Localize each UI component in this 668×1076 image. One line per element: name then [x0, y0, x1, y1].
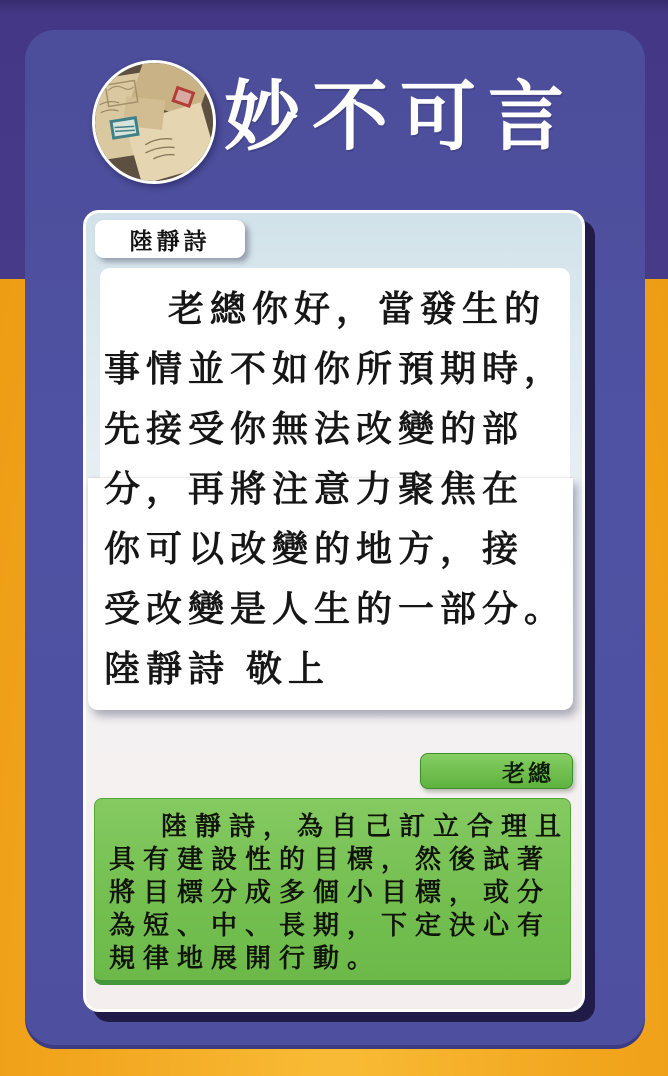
vintage-letters-icon — [95, 63, 213, 181]
reply-line: 具有建設性的目標，然後試著 — [109, 844, 552, 874]
reply-bubble — [94, 798, 571, 985]
sender-name-tag: 陸靜詩 — [95, 220, 245, 258]
letter-line: 老總你好，當發生的 — [168, 288, 547, 329]
letter-line: 事情並不如你所預期時， — [104, 348, 567, 389]
letter-line: 受改變是人生的一部分。 — [104, 588, 567, 629]
letter-line: 你可以改變的地方，接 — [104, 528, 525, 569]
letter-line: 先接受你無法改變的部 — [104, 408, 525, 449]
reply-line: 規律地展開行動。 — [109, 943, 382, 973]
reply-line: 將目標分成多個小目標，或分 — [109, 877, 552, 907]
letter-message — [104, 279, 570, 699]
recipient-name-tag: 老總 — [420, 753, 573, 789]
reply-line: 為短、中、長期，下定決心有 — [109, 910, 552, 940]
letter-line: 分，再將注意力聚焦在 — [104, 468, 525, 509]
letter-signature: 陸靜詩 敬上 — [104, 648, 331, 689]
page-title: 妙不可言 — [224, 72, 576, 161]
avatar — [92, 60, 216, 184]
reply-line: 陸靜詩，為自己訂立合理且 — [161, 811, 570, 841]
